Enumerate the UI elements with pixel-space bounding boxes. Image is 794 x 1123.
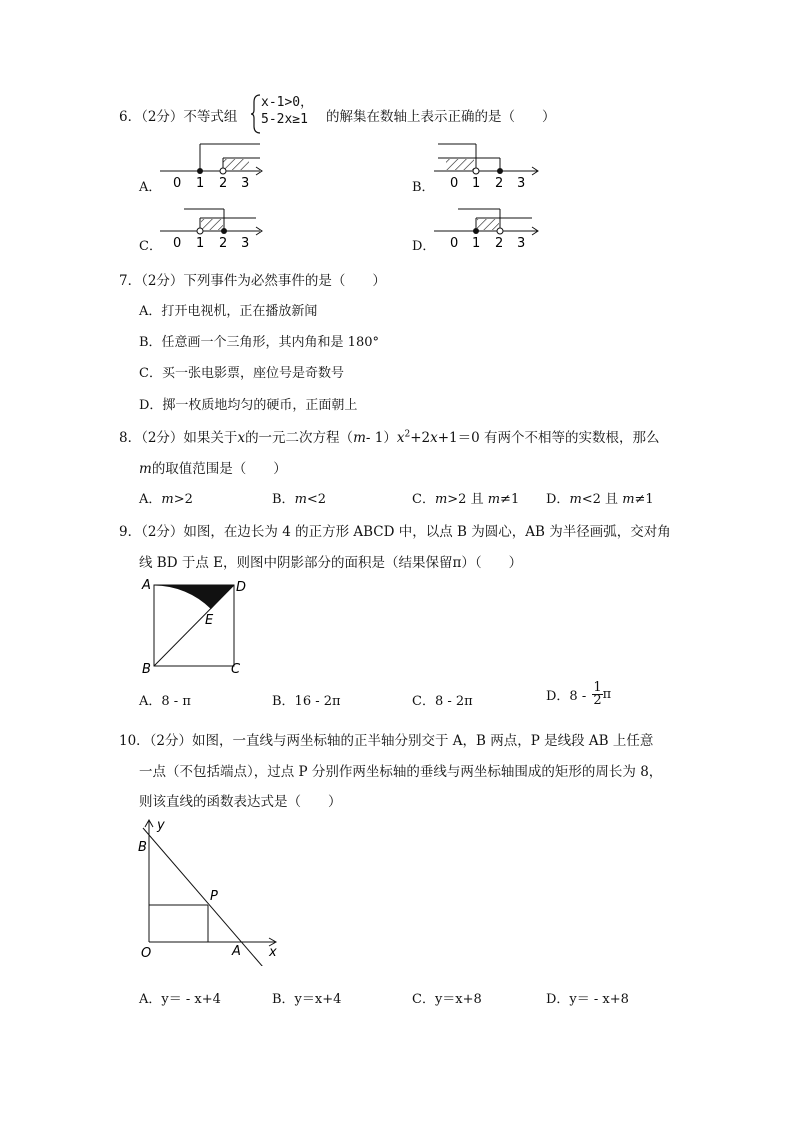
q6-option-d-label[interactable]: D．	[412, 239, 436, 254]
q9-stem-line2: 线 BD 于点 E，则图中阴影部分的面积是（结果保留π）（ ）	[139, 555, 523, 571]
q6-option-c-label[interactable]: C．	[139, 239, 162, 254]
q8-var: x	[396, 430, 405, 446]
q10-option-c[interactable]: C．y＝x+8	[412, 992, 482, 1007]
label-P: P	[210, 889, 218, 904]
q8-var: m	[139, 461, 152, 477]
tick-3: 3	[241, 236, 250, 251]
tick-1: 1	[472, 176, 481, 191]
label-E: E	[205, 613, 214, 628]
q9-d-post: π	[602, 687, 612, 702]
tick-0: 0	[450, 236, 459, 251]
fraction-den: 2	[593, 693, 602, 708]
q8-a-label: A．	[139, 492, 162, 507]
brace-icon	[251, 94, 261, 134]
q8-var: m	[353, 430, 366, 446]
tick-2: 2	[219, 236, 228, 251]
q8-var: m	[161, 492, 174, 507]
q6-ineq-1: x-1>0，	[261, 95, 314, 110]
q9-option-a[interactable]: A．8 - π	[139, 694, 191, 709]
tick-3: 3	[517, 236, 526, 251]
q8-option-b[interactable]	[272, 488, 326, 507]
q8-d-val: <2 且	[581, 492, 619, 507]
label-y: y	[157, 818, 165, 833]
tick-0: 0	[173, 236, 182, 251]
tick-2: 2	[495, 236, 504, 251]
q8-stem-line2	[139, 457, 287, 477]
tick-1: 1	[196, 236, 205, 251]
q6-tail: 的解集在数轴上表示正确的是（ ）	[326, 109, 556, 125]
q6-lead: 6．（2分）不等式组	[119, 109, 238, 125]
q7-option-d[interactable]: D．掷一枚质地均匀的硬币，正面朝上	[139, 398, 358, 413]
label-A: A	[232, 944, 241, 959]
q6-numberline-b	[434, 140, 544, 192]
tick-0: 0	[450, 176, 459, 191]
q8-b-val: <2	[306, 492, 327, 507]
q8-text: 8．（2分）如果关于	[119, 430, 238, 446]
q8-var: m	[487, 492, 501, 507]
q9-option-b[interactable]: B．16 - 2π	[272, 694, 341, 709]
q8-b-label: B．	[272, 492, 295, 507]
q6-numberline-d	[434, 203, 544, 253]
label-x: x	[269, 945, 277, 960]
tick-2: 2	[219, 176, 228, 191]
q8-text: - 1）	[365, 430, 397, 446]
q8-sup: 2	[404, 429, 411, 440]
q8-c-label: C．	[412, 492, 435, 507]
tick-1: 1	[196, 176, 205, 191]
q10-stem-line2: 一点（不包括端点），过点 P 分别作两坐标轴的垂线与两坐标轴围成的矩形的周长为 8，	[139, 764, 663, 780]
q8-option-d[interactable]	[546, 488, 654, 507]
q8-option-a[interactable]	[139, 488, 193, 507]
q8-option-c[interactable]	[412, 488, 519, 507]
q10-option-a[interactable]: A．y＝ - x+4	[139, 992, 221, 1007]
q8-stem-line1	[119, 426, 660, 446]
q8-text: +2	[410, 430, 431, 446]
tick-1: 1	[472, 236, 481, 251]
q9-square-figure	[138, 576, 250, 680]
q8-text: 的取值范围是（ ）	[151, 461, 287, 477]
q8-d-val2: ≠1	[634, 492, 654, 507]
q8-text: 的一元二次方程（	[245, 430, 354, 446]
q6-numberline-c	[160, 203, 270, 253]
q8-c-val: >2 且	[447, 492, 484, 507]
label-C: C	[231, 662, 241, 677]
label-B: B	[138, 840, 147, 855]
q6-ineq-2: 5-2x≥1	[261, 112, 308, 127]
label-A: A	[142, 578, 151, 593]
q9-d-pre: D．8 -	[546, 689, 587, 704]
q8-a-val: >2	[173, 492, 193, 507]
q8-var: m	[569, 492, 582, 507]
label-B: B	[142, 662, 151, 677]
q10-stem-line3: 则该直线的函数表达式是（ ）	[139, 794, 342, 810]
q10-stem-line1: 10．（2分）如图，一直线与两坐标轴的正半轴分别交于 A，B 两点，P 是线段 AB 上任意	[119, 733, 654, 749]
q7-option-a[interactable]: A．打开电视机，正在播放新闻	[139, 304, 318, 319]
q9-option-d[interactable]	[546, 682, 611, 707]
q8-c-val2: ≠1	[500, 492, 520, 507]
q8-text: +1＝0 有两个不相等的实数根，那么	[437, 430, 660, 446]
tick-3: 3	[517, 176, 526, 191]
q8-var: m	[622, 492, 635, 507]
tick-0: 0	[173, 176, 182, 191]
q7-stem: 7．（2分）下列事件为必然事件的是（ ）	[119, 273, 386, 289]
q9-option-c[interactable]: C．8 - 2π	[412, 694, 473, 709]
q7-option-b[interactable]: B．任意画一个三角形，其内角和是 180°	[139, 335, 379, 350]
label-D: D	[236, 580, 247, 595]
q6-stem-tail	[326, 105, 556, 125]
label-O: O	[141, 946, 152, 961]
q6-inequality-system	[251, 94, 321, 134]
q6-option-a-label[interactable]: A．	[139, 180, 162, 195]
tick-2: 2	[495, 176, 504, 191]
q9-stem-line1: 9．（2分）如图，在边长为 4 的正方形 ABCD 中，以点 B 为圆心，AB 为半径画弧，交对角	[119, 524, 671, 540]
q6-numberline-a	[160, 140, 270, 192]
fraction-num: 1	[593, 680, 602, 695]
tick-3: 3	[241, 176, 250, 191]
q8-var: m	[434, 492, 448, 507]
q10-coordinate-figure	[135, 816, 285, 966]
q8-var: x	[430, 430, 438, 446]
fraction	[592, 682, 602, 707]
q10-option-b[interactable]: B．y＝x+4	[272, 992, 342, 1007]
q7-option-c[interactable]: C．买一张电影票，座位号是奇数号	[139, 366, 344, 381]
q6-stem-lead	[119, 105, 237, 125]
q6-option-b-label[interactable]: B．	[412, 180, 435, 195]
q8-var: m	[294, 492, 307, 507]
q8-d-label: D．	[546, 492, 570, 507]
q8-var: x	[237, 430, 246, 446]
q10-option-d[interactable]: D．y＝ - x+8	[546, 992, 629, 1007]
